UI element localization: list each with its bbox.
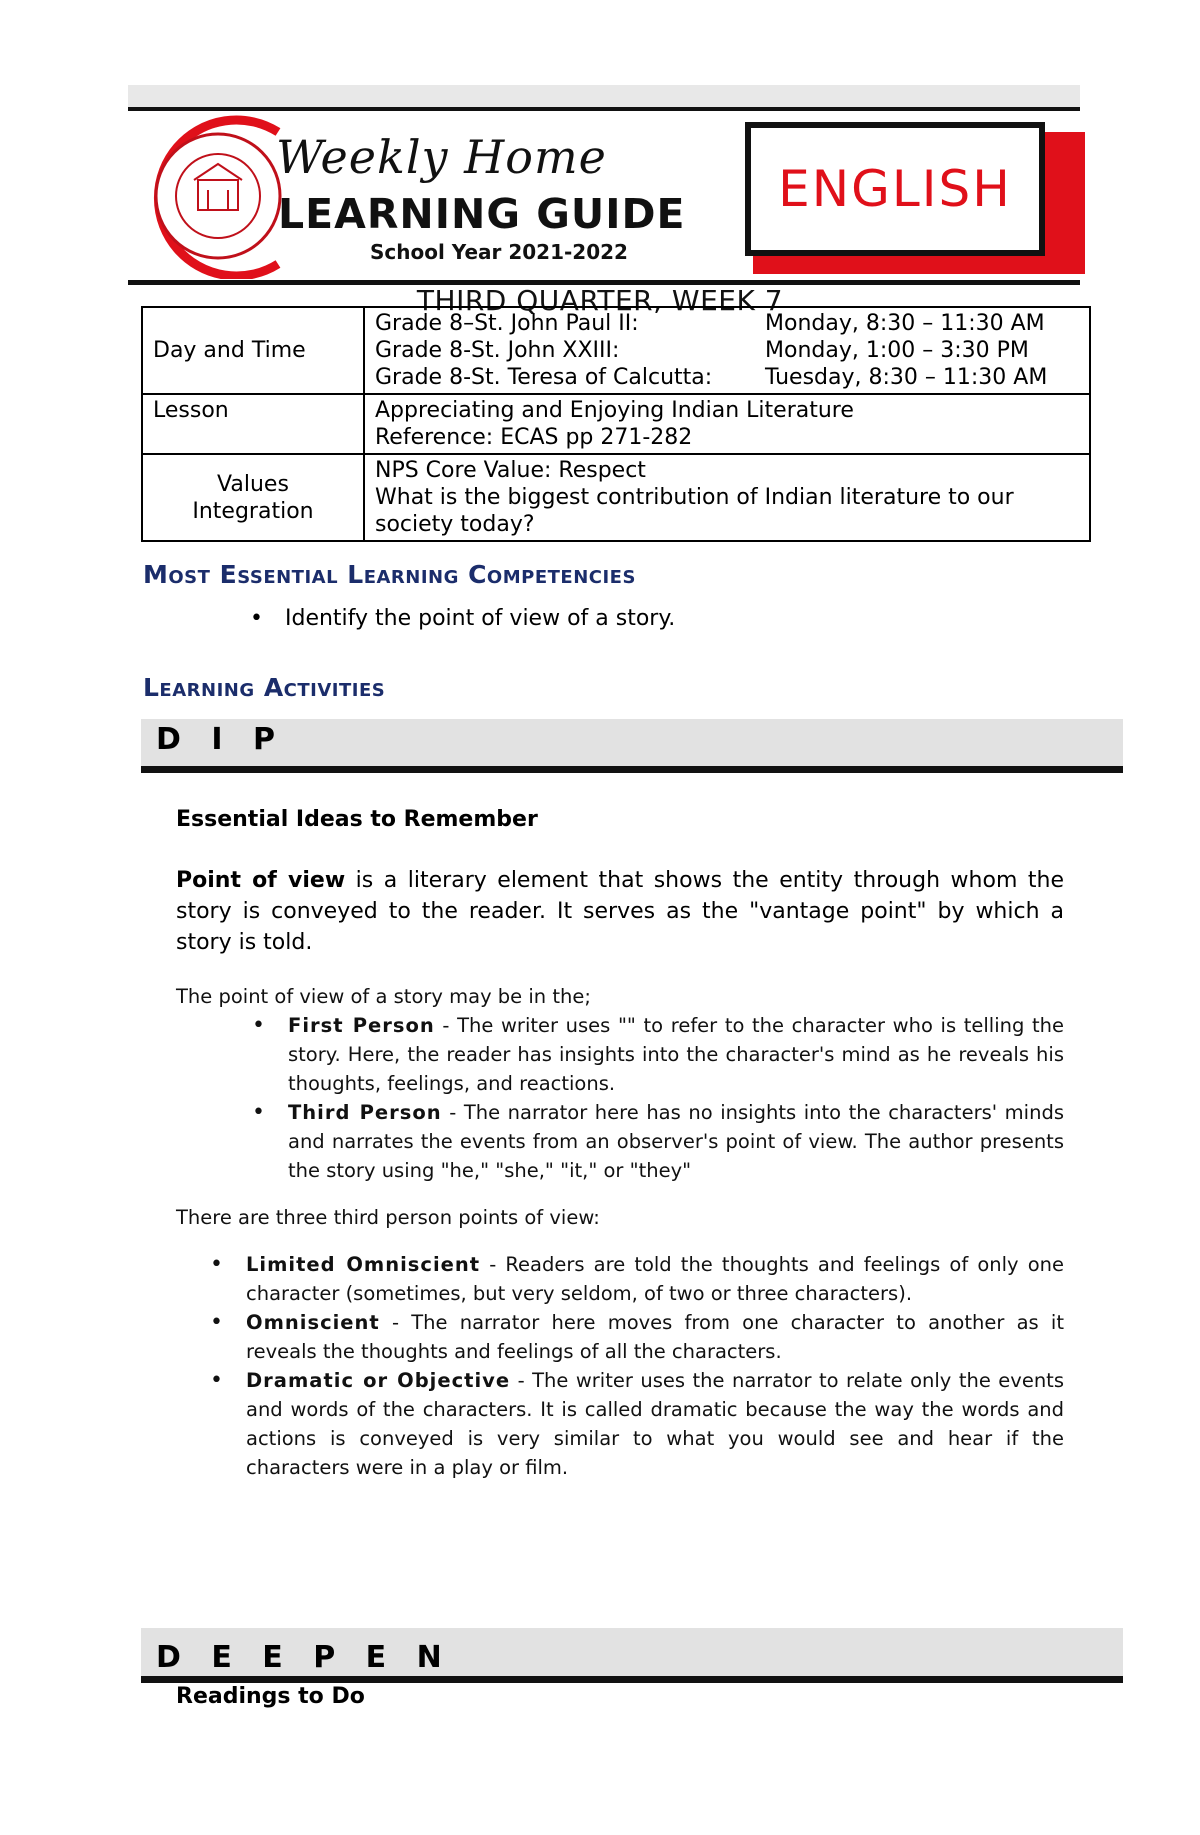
- lesson-title: Appreciating and Enjoying Indian Literature: [375, 398, 854, 423]
- header-main-title: LEARNING GUIDE: [278, 190, 686, 238]
- readings-heading: Readings to Do: [176, 1684, 365, 1709]
- list-item: [288, 1011, 1064, 1098]
- list-item: [250, 606, 675, 631]
- values-cell: [364, 454, 1090, 541]
- table-row: [142, 307, 1090, 394]
- header-script-title: Weekly Home: [276, 130, 607, 184]
- pov-term: Point of view: [176, 868, 346, 893]
- deepen-bar-rule: [141, 1676, 1123, 1683]
- deepen-title: D E E P E N: [156, 1640, 452, 1675]
- third-intro: There are three third person points of view:: [176, 1206, 600, 1229]
- person-term: Third Person: [288, 1101, 442, 1124]
- schedule-grade: Grade 8-St. John XXIII:: [375, 338, 620, 363]
- subject-badge: [745, 122, 1045, 256]
- schedule-cell: [364, 307, 1090, 394]
- dip-title: D I P: [156, 722, 285, 757]
- school-seal-logo: [128, 114, 288, 279]
- lesson-label: Lesson: [142, 394, 364, 454]
- quarter-week: THIRD QUARTER, WEEK 7: [416, 284, 784, 317]
- table-row: [142, 394, 1090, 454]
- lesson-cell: [364, 394, 1090, 454]
- schedule-time: Tuesday, 8:30 – 11:30 AM: [765, 365, 1048, 390]
- dip-content: [176, 804, 1064, 1482]
- schedule-row: [375, 310, 1079, 337]
- subject-label: ENGLISH: [778, 160, 1012, 218]
- competencies-heading: Most Essential Learning Competencies: [143, 560, 636, 589]
- values-question: What is the biggest contribution of Indian literature to our society today?: [375, 485, 1014, 537]
- values-label-line: Integration: [192, 498, 314, 524]
- third-person-list: [246, 1250, 1064, 1482]
- schedule-time: Monday, 1:00 – 3:30 PM: [765, 338, 1029, 363]
- pov-definition: [176, 865, 1064, 958]
- dip-bar: [141, 719, 1123, 767]
- core-value: NPS Core Value: Respect: [375, 458, 646, 483]
- banner-top-rule: [128, 107, 1080, 111]
- person-list: [288, 1011, 1064, 1185]
- list-item: [246, 1308, 1064, 1366]
- schedule-table: [141, 306, 1091, 542]
- values-label: [142, 454, 364, 541]
- person-term: First Person: [288, 1014, 435, 1037]
- schedule-row: [375, 364, 1079, 391]
- pov-def-text: is a literary element that shows the entity through whom the story is conveyed to the reader. It serves as the "vantage point" by which a story is told.: [176, 868, 1064, 955]
- table-row: [142, 454, 1090, 541]
- essential-ideas-heading: Essential Ideas to Remember: [176, 807, 538, 832]
- third-term: Omniscient: [246, 1311, 380, 1334]
- schedule-grade: Grade 8-St. Teresa of Calcutta:: [375, 365, 713, 390]
- list-item: [246, 1366, 1064, 1482]
- competency-text: Identify the point of view of a story.: [284, 606, 676, 631]
- values-label-line: Values: [217, 471, 289, 497]
- lesson-reference: Reference: ECAS pp 271-282: [375, 425, 693, 450]
- third-text: - The writer uses the narrator to relate only the events and words of the characters. It is called dramatic because the way the words and actions is conveyed is very similar to what you would see and hear if the characters were in a play or film.: [246, 1369, 1064, 1479]
- school-year: School Year 2021-2022: [370, 240, 628, 264]
- person-text: - The narrator here has no insights into the characters' minds and narrates the events from an observer's point of view. The author presents the story using "he," "she," "it," or "they": [288, 1101, 1064, 1182]
- third-term: Limited Omniscient: [246, 1253, 481, 1276]
- list-item: [288, 1098, 1064, 1185]
- schedule-grade: Grade 8–St. John Paul II:: [375, 311, 639, 336]
- third-text: - The narrator here moves from one character to another as it reveals the thoughts and feelings of all the characters.: [246, 1311, 1064, 1363]
- dip-bar-rule: [141, 766, 1123, 773]
- third-term: Dramatic or Objective: [246, 1369, 511, 1392]
- banner-top-strip: [128, 85, 1080, 107]
- day-time-label: Day and Time: [142, 307, 364, 394]
- third-text: - Readers are told the thoughts and feelings of only one character (sometimes, but very seldom, of two or three characters).: [246, 1253, 1064, 1305]
- pov-intro: The point of view of a story may be in the;: [176, 985, 591, 1008]
- activities-heading: Learning Activities: [143, 673, 386, 702]
- schedule-row: [375, 337, 1079, 364]
- schedule-time: Monday, 8:30 – 11:30 AM: [765, 311, 1045, 336]
- list-item: [246, 1250, 1064, 1308]
- person-text: - The writer uses "" to refer to the character who is telling the story. Here, the reader has insights into the character's mind as he reveals his thoughts, feelings, and reactions.: [288, 1014, 1065, 1095]
- bullet-icon: •: [250, 606, 263, 631]
